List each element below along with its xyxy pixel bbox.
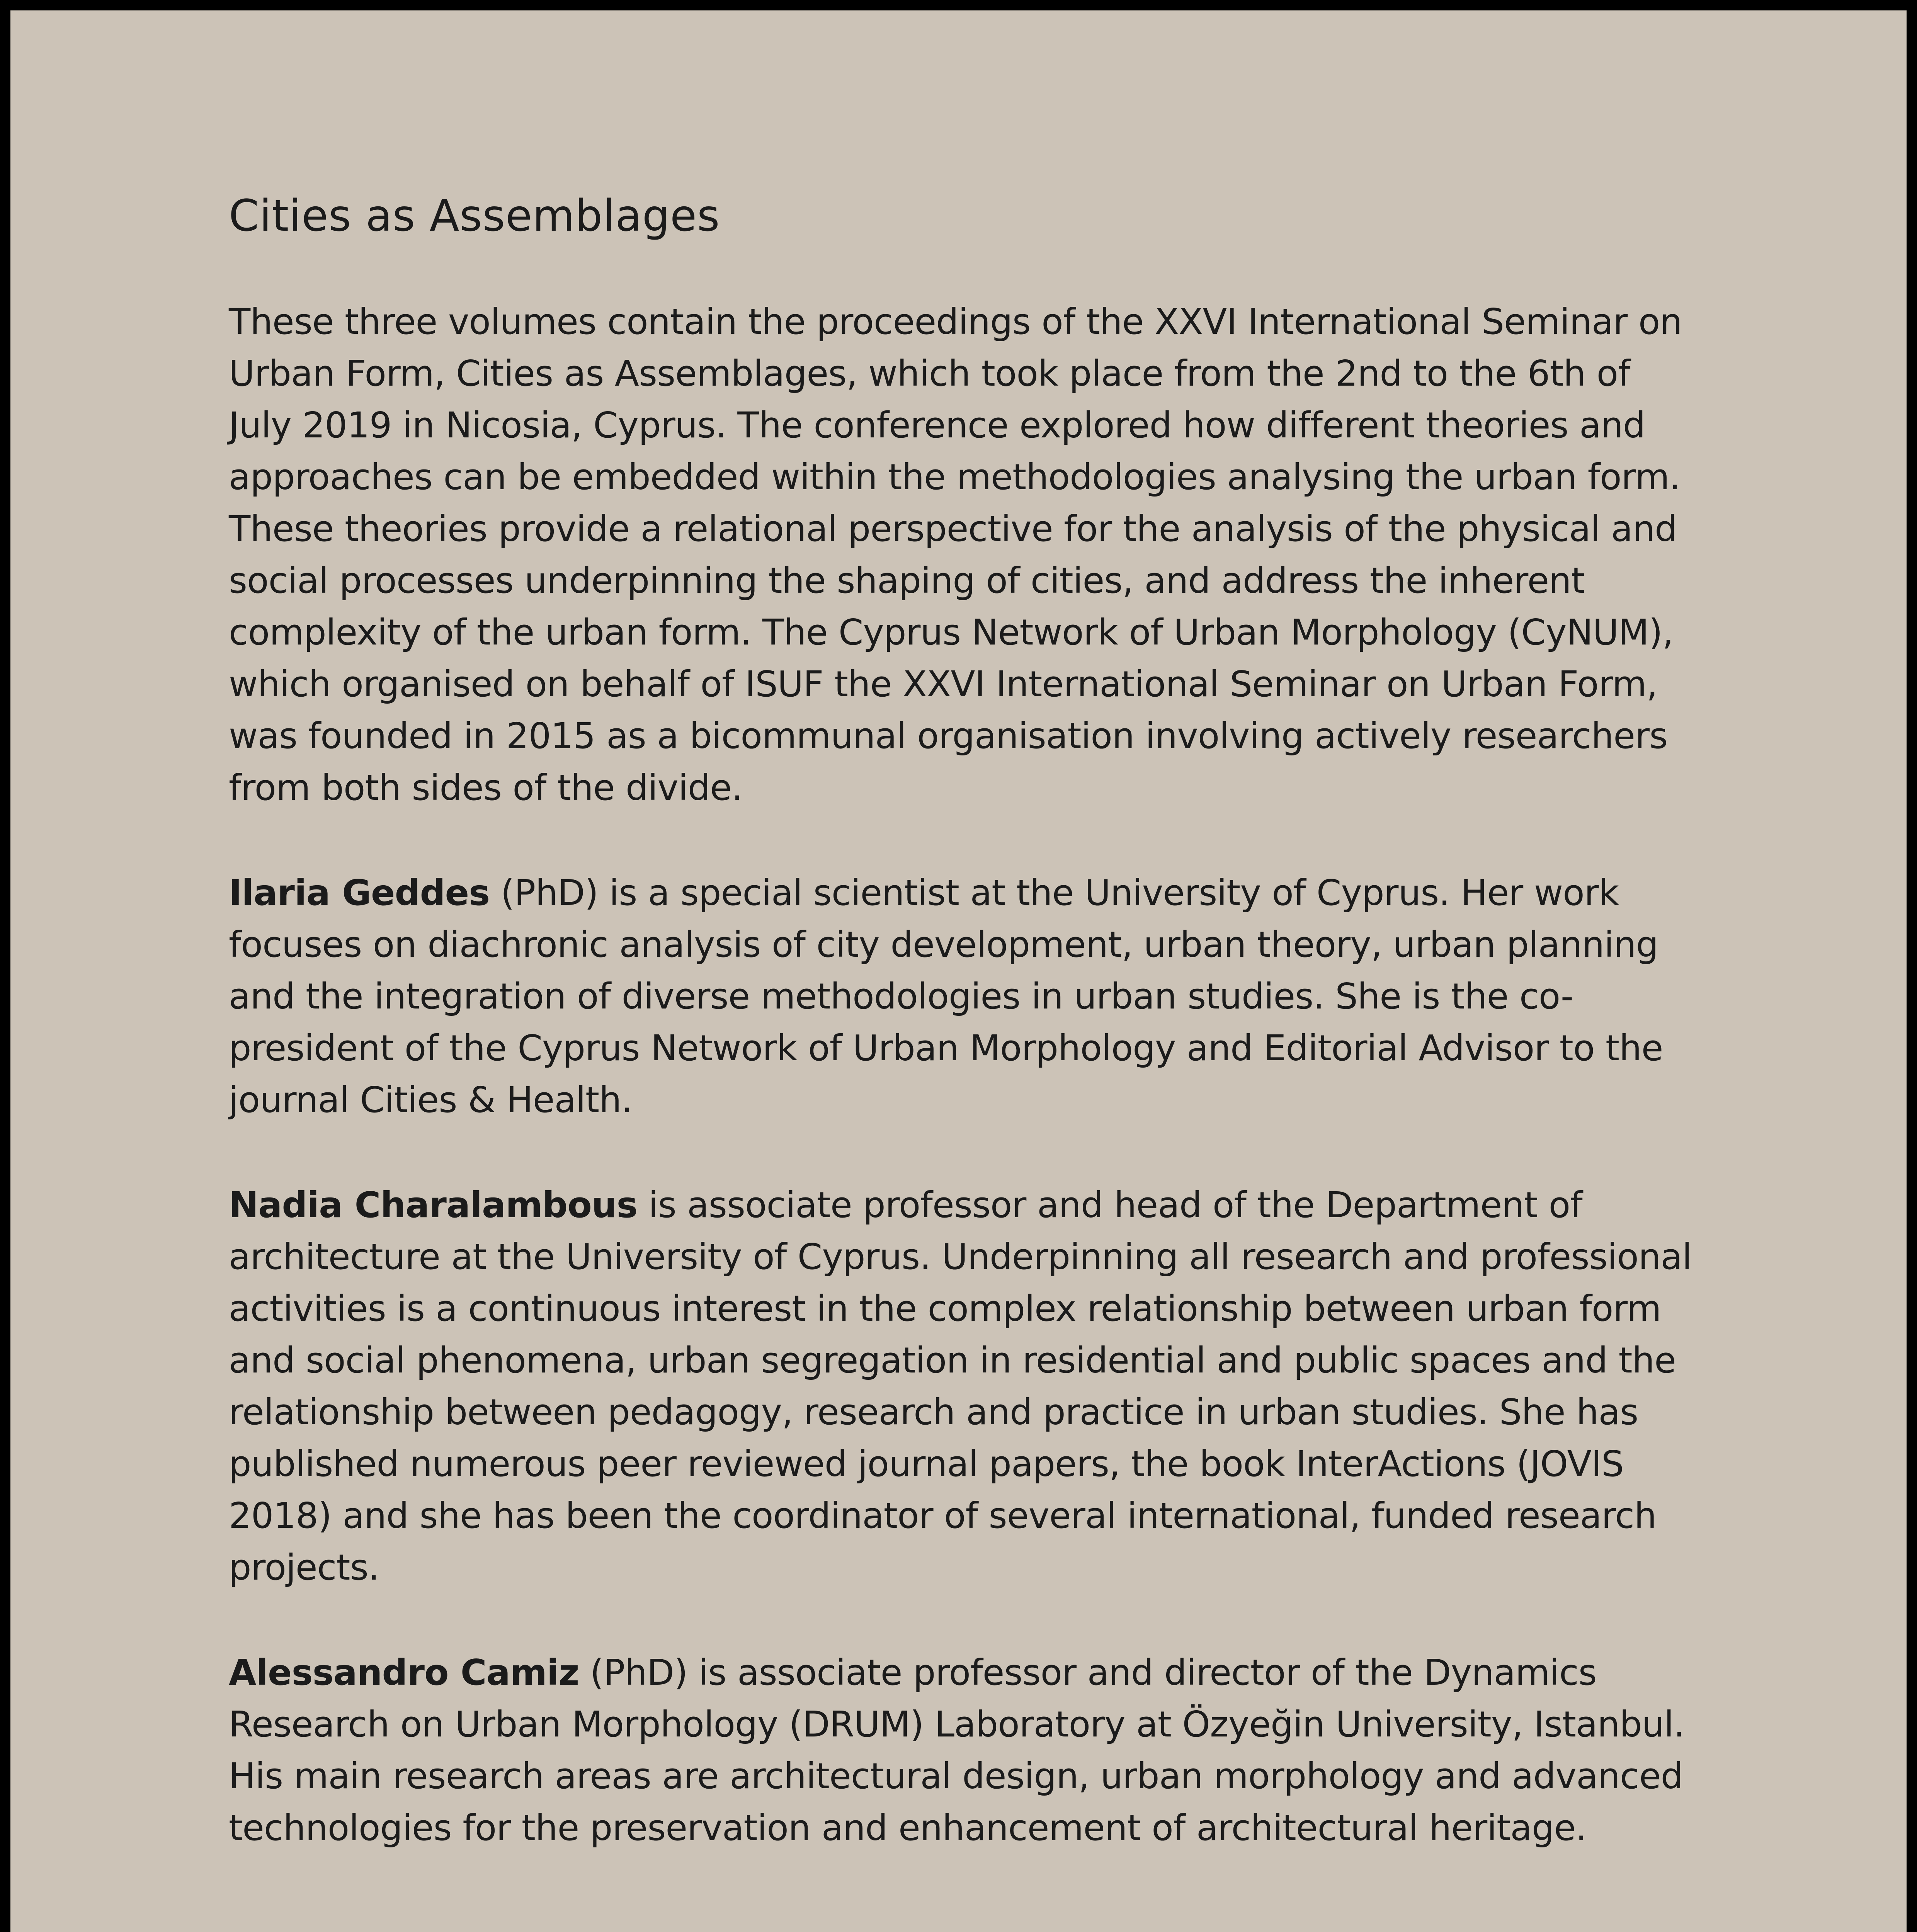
bio-name: Nadia Charalambous bbox=[229, 1184, 638, 1226]
bio-name: Ilaria Geddes bbox=[229, 872, 490, 914]
bio-text: is associate professor and head of the Department of architecture at the University of Cyprus. Underpinning all research and professional activities is a continuous interest in the complex relationship between urban form and social phenomena, urban segregation in residential and public spaces and the relationship between pedagogy, research and practice in urban studies. She has published numerous peer reviewed journal papers, the book InterActions (JOVIS 2018) and she has been the coordinator of several international, funded research projects. bbox=[229, 1184, 1692, 1588]
bio-paragraph bbox=[229, 1179, 1701, 1594]
bio-text: (PhD) is a special scientist at the University of Cyprus. Her work focuses on diachronic analysis of city development, urban theory, urban planning and the integration of diverse methodologies in urban studies. She is the co-president of the Cyprus Network of Urban Morphology and Editorial Advisor to the journal Cities & Health. bbox=[229, 872, 1663, 1121]
bio-name: Alessandro Camiz bbox=[229, 1652, 579, 1694]
bio-paragraph bbox=[229, 1647, 1701, 1854]
bio-paragraph bbox=[229, 867, 1701, 1126]
book-title: Cities as Assemblages bbox=[229, 191, 720, 241]
bio-text: (PhD) is associate professor and director of the Dynamics Research on Urban Morphology (DRUM) Laboratory at Özyeğin University, Istanbul. His main research areas are architectural design, urban morphology and advanced technologies for the preservation and enhancement of architectural heritage. bbox=[229, 1652, 1685, 1849]
cover-text bbox=[229, 190, 1701, 1907]
intro-paragraph: These three volumes contain the proceedings of the XXVI International Seminar on Urban Form, Cities as Assemblages, which took place from the 2nd to the 6th of July 2019 in Nicosia, Cyprus. The conference explored how different theories and approaches can be embedded within the methodologies analysing the urban form. These theories provide a relational perspective for the analysis of the physical and social processes underpinning the shaping of cities, and address the inherent complexity of the urban form. The Cyprus Network of Urban Morphology (CyNUM), which organised on behalf of ISUF the XXVI International Seminar on Urban Form, was founded in 2015 as a bicommunal organisation involving actively researchers from both sides of the divide. bbox=[229, 301, 1682, 809]
back-cover bbox=[10, 10, 1907, 1932]
